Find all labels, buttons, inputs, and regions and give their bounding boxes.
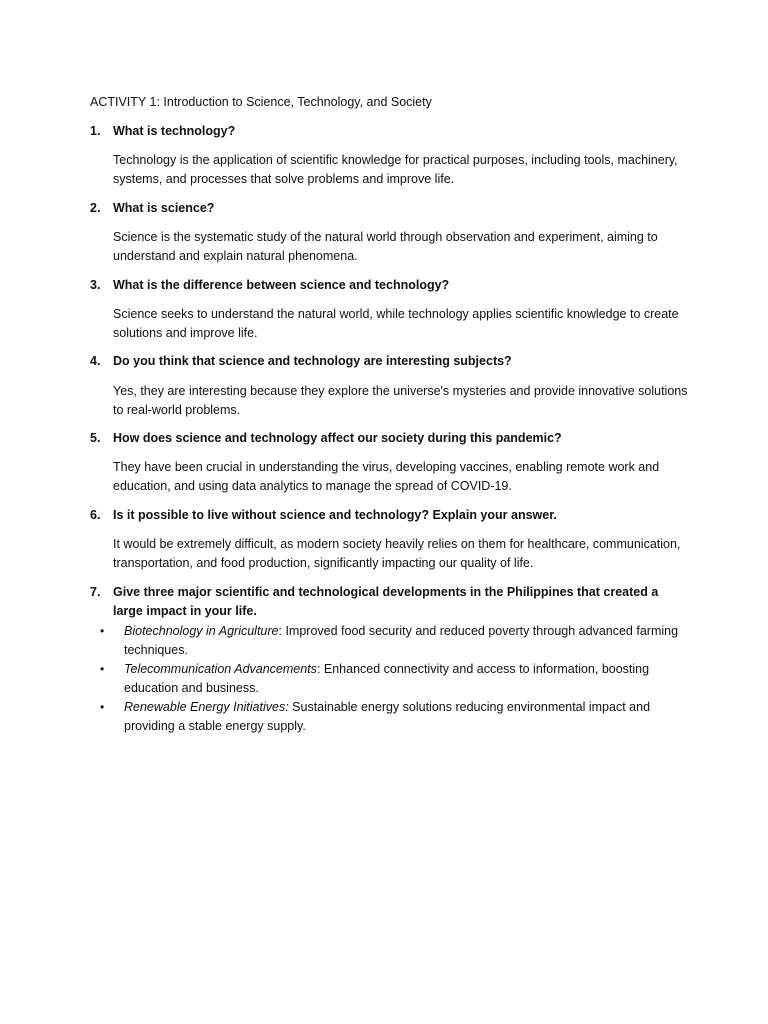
question-text: Is it possible to live without science and technology? Explain your answer. (113, 508, 557, 522)
bullet-icon: • (100, 662, 105, 676)
question-6 (90, 506, 690, 525)
question-number: 1. (90, 124, 101, 138)
question-number: 2. (90, 201, 101, 215)
question-number: 4. (90, 354, 101, 368)
document-title: ACTIVITY 1: Introduction to Science, Technology, and Society (90, 95, 432, 109)
question-3 (90, 276, 690, 295)
question-text: How does science and technology affect our society during this pandemic? (113, 431, 562, 445)
question-5 (90, 429, 690, 448)
question-number: 6. (90, 508, 101, 522)
development-term: Renewable Energy Initiatives: (124, 700, 289, 714)
question-1 (90, 122, 690, 141)
development-term: Biotechnology in Agriculture (124, 624, 279, 638)
question-number: 3. (90, 278, 101, 292)
development-description: Sustainable energy solutions reducing environmental impact and providing a stable energy supply. (124, 700, 651, 733)
question-number: 5. (90, 431, 101, 445)
question-text: What is the difference between science and technology? (113, 278, 450, 292)
list-item (100, 660, 690, 698)
question-4 (90, 352, 690, 371)
answer-1: Technology is the application of scientific knowledge for practical purposes, including tools, machinery, systems, and processes that solve problems and improve life. (113, 153, 678, 186)
question-number: 7. (90, 585, 101, 599)
question-text: Do you think that science and technology are interesting subjects? (113, 354, 512, 368)
development-description: : Improved food security and reduced poverty through advanced farming techniques. (124, 624, 679, 657)
answer-6: It would be extremely difficult, as modern society heavily relies on them for healthcare, communication, transportation, and food production, significantly impacting our quality of life. (113, 537, 681, 570)
list-item (100, 622, 690, 660)
answer-5: They have been crucial in understanding the virus, developing vaccines, enabling remote work and education, and using data analytics to manage the spread of COVID-19. (113, 460, 660, 493)
question-2 (90, 199, 690, 218)
development-description: : Enhanced connectivity and access to information, boosting education and business. (124, 662, 650, 695)
development-term: Telecommunication Advancements (124, 662, 317, 676)
bullet-icon: • (100, 624, 105, 638)
answer-4: Yes, they are interesting because they explore the universe's mysteries and provide innovative solutions to real-world problems. (113, 384, 688, 417)
answer-3: Science seeks to understand the natural world, while technology applies scientific knowledge to create solutions and improve life. (113, 307, 679, 340)
list-item (100, 698, 690, 736)
question-text: What is technology? (113, 124, 236, 138)
bullet-icon: • (100, 700, 105, 714)
question-text: Give three major scientific and technological developments in the Philippines that created a large impact in your life. (113, 585, 659, 618)
answer-2: Science is the systematic study of the natural world through observation and experiment, aiming to understand and explain natural phenomena. (113, 230, 658, 263)
question-text: What is science? (113, 201, 215, 215)
question-7 (90, 583, 690, 621)
